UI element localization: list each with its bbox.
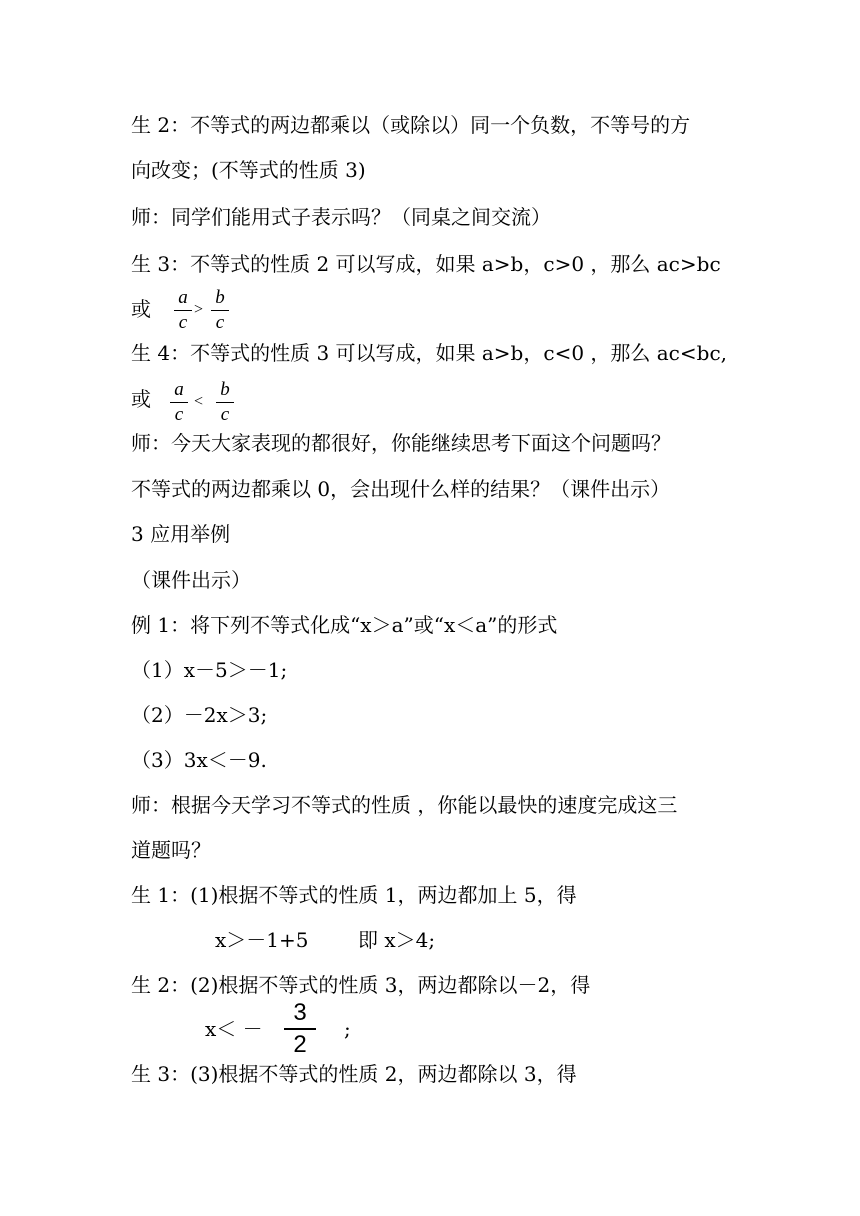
text-line: 或 (131, 297, 151, 321)
math-step: x＜ － (205, 1017, 263, 1041)
text-line: （课件出示） (131, 568, 251, 592)
inequality-sign: < (194, 393, 204, 410)
text-line: 不等式的两边都乘以 0，会出现什么样的结果？（课件出示） (131, 477, 671, 501)
fraction-bar (284, 1028, 316, 1030)
section-heading: 3 应用举例 (131, 522, 231, 546)
fraction-numerator: b (220, 379, 230, 400)
fraction-bar (216, 402, 234, 403)
text-line: 师：同学们能用式子表示吗？（同桌之间交流） (131, 205, 551, 229)
exercise-item: （1）x－5＞－1; (131, 658, 288, 682)
semicolon: ; (344, 1017, 351, 1041)
text-line: 生 2：不等式的两边都乘以（或除以）同一个负数，不等号的方 (131, 113, 691, 137)
text-line: 生 1：(1)根据不等式的性质 1，两边都加上 5，得 (131, 883, 577, 907)
fraction-bar (211, 310, 229, 311)
text-line: 师：今天大家表现的都很好，你能继续思考下面这个问题吗？ (131, 431, 671, 455)
math-step: x＞－1+5 (215, 928, 309, 952)
inequality-sign: > (194, 301, 204, 318)
text-line: 例 1：将下列不等式化成“x＞a”或“x＜a”的形式 (131, 613, 558, 637)
exercise-item: （3）3x＜－9. (131, 748, 267, 772)
fraction-numerator: a (174, 379, 184, 400)
exercise-item: （2）－2x＞3; (131, 703, 268, 727)
fraction (211, 288, 229, 333)
text-line: 生 3：(3)根据不等式的性质 2，两边都除以 3，得 (131, 1062, 577, 1086)
fraction-denominator: c (220, 404, 230, 425)
fraction (284, 1000, 316, 1058)
fraction (170, 380, 188, 425)
fraction-denominator: 2 (293, 1031, 307, 1058)
text-line: 生 4：不等式的性质 3 可以写成，如果 a>b，c<0 ，那么 ac<bc, (131, 341, 728, 365)
fraction-denominator: c (178, 312, 188, 333)
text-line: 师：根据今天学习不等式的性质 ，你能以最快的速度完成这三 (131, 793, 678, 817)
fraction-denominator: c (174, 404, 184, 425)
fraction-numerator: b (215, 287, 225, 308)
text-line: 生 2：(2)根据不等式的性质 3，两边都除以－2，得 (131, 973, 591, 997)
fraction-bar (174, 310, 192, 311)
text-line: 或 (131, 387, 151, 411)
text-line: 道题吗？ (131, 838, 211, 862)
fraction-numerator: 3 (293, 999, 307, 1026)
fraction-bar (170, 402, 188, 403)
fraction-numerator: a (178, 287, 188, 308)
text-line: 向改变；(不等式的性质 3) (131, 158, 366, 182)
math-result: 即 x＞4; (358, 928, 436, 952)
text-line: 生 3：不等式的性质 2 可以写成，如果 a>b，c>0 ，那么 ac>bc (131, 252, 721, 276)
fraction (174, 288, 192, 333)
fraction-denominator: c (215, 312, 225, 333)
fraction (216, 380, 234, 425)
